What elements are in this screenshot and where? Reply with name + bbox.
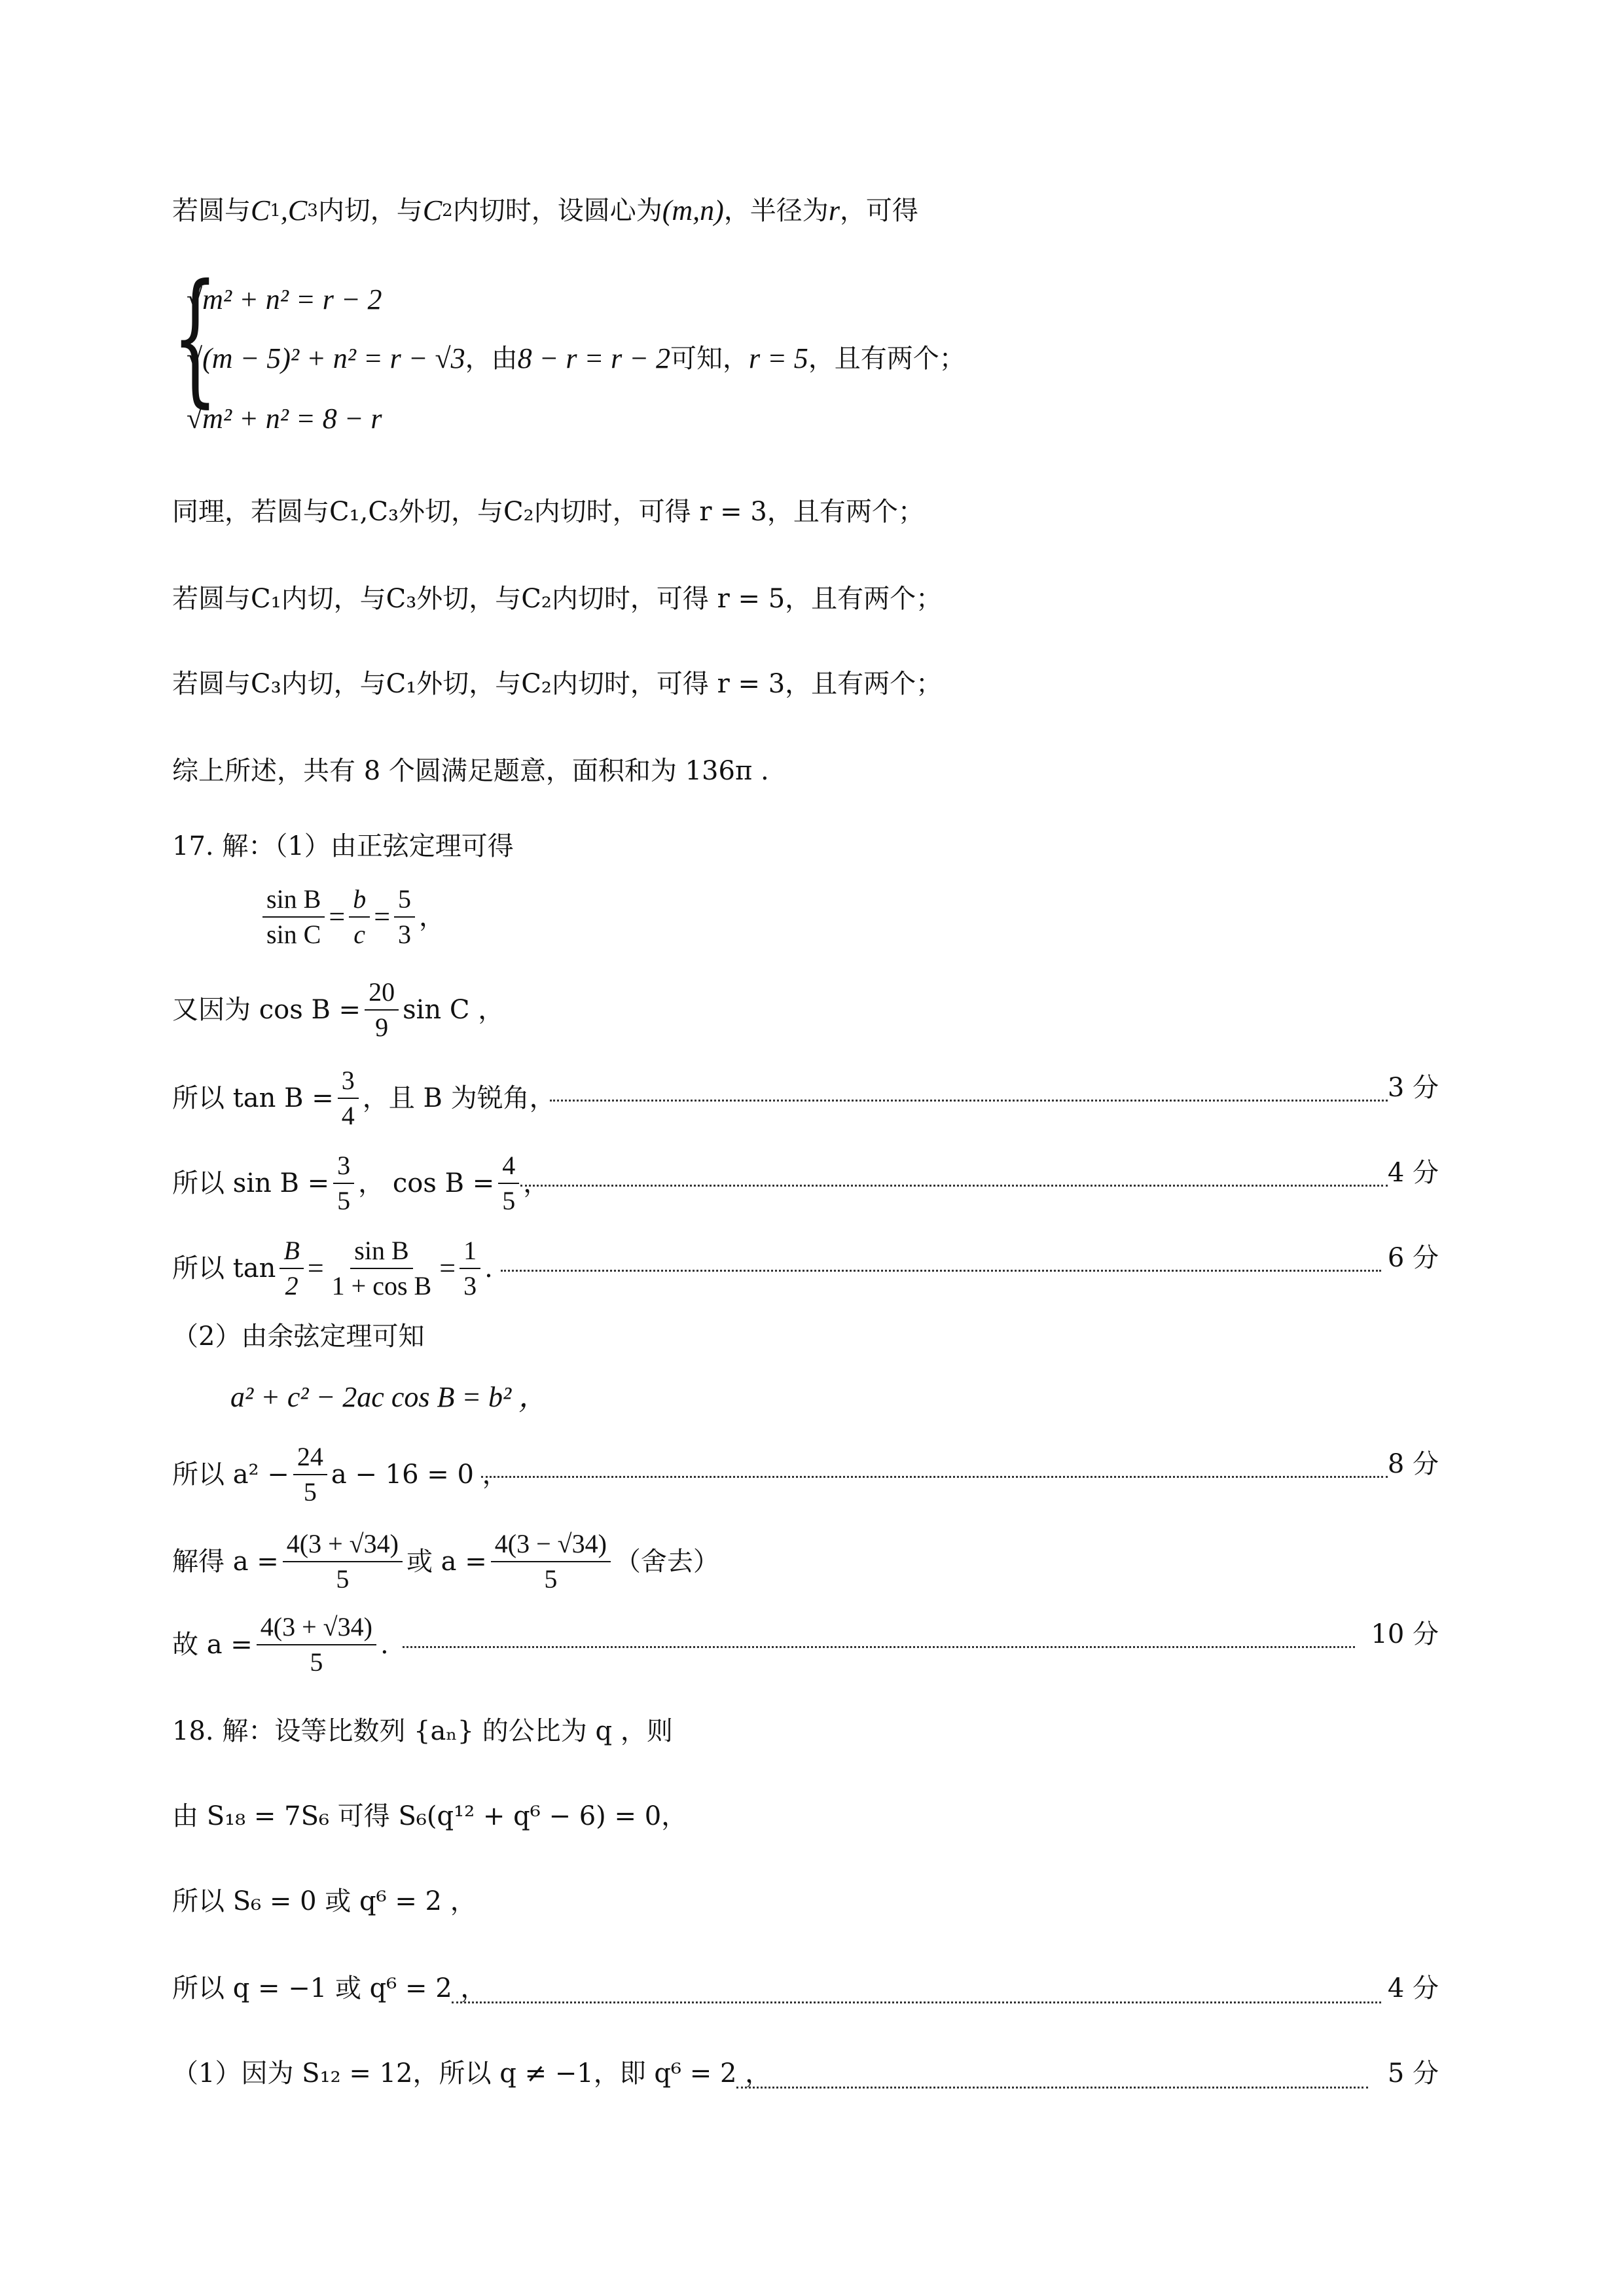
math: r [828, 194, 840, 226]
text: （舍去） [614, 1547, 719, 1577]
num: 24 [293, 1440, 327, 1475]
num: sin B [350, 1234, 412, 1269]
fraction [328, 1234, 436, 1303]
q17-part2: （2）由余弦定理可知 [172, 1321, 425, 1352]
cosine-law: a² + c² − 2ac cos B = b² ， [230, 1381, 548, 1413]
q17-line10 [172, 1610, 389, 1679]
num: 20 [365, 975, 399, 1011]
num: 5 [394, 882, 415, 918]
score: 3 分 [1387, 1073, 1439, 1103]
q18-heading: 18. 解：设等比数列 {aₙ} 的公比为 q ，则 [172, 1716, 673, 1746]
text: 所以 tan B = [172, 1083, 334, 1113]
num: 1 [460, 1234, 480, 1269]
text: 或 a = [406, 1547, 487, 1577]
num: 4(3 − √34) [491, 1527, 611, 1562]
eq: = [439, 1252, 456, 1284]
math: C [422, 194, 442, 226]
text: ， [523, 1168, 550, 1198]
num: 3 [338, 1064, 359, 1099]
system-eq-1: √m² + n² = r − 2 [187, 283, 382, 315]
sub: 3 [307, 201, 318, 221]
score: 8 分 [1387, 1449, 1439, 1479]
dot-leader [736, 2087, 1368, 2089]
left-brace: { [172, 253, 218, 421]
den: 5 [337, 1186, 351, 1215]
den: 5 [544, 1564, 558, 1594]
dot-leader [452, 2001, 1381, 2003]
text: 所以 tan [172, 1253, 276, 1283]
p1-line [172, 191, 918, 230]
num: sin B [262, 882, 325, 918]
dot-leader [403, 1646, 1355, 1648]
text: . [484, 1253, 493, 1283]
system-eq-3: √m² + n² = 8 − r [187, 403, 382, 435]
fraction [394, 882, 415, 952]
den: 5 [303, 1477, 317, 1507]
eq: = [374, 901, 391, 933]
fraction [460, 1234, 480, 1303]
num: 4(3 + √34) [283, 1527, 403, 1562]
fraction [280, 1234, 303, 1303]
text: 内切，与 [317, 196, 423, 226]
dot-leader [520, 1185, 1388, 1187]
sub: 2 [442, 201, 453, 221]
eq: = [329, 901, 346, 933]
q17-line8 [172, 1440, 509, 1509]
sub: 1 [270, 201, 281, 221]
text: ， cos B = [358, 1168, 495, 1198]
q18-line5: （1）因为 S₁₂ = 12，所以 q ≠ −1，即 q⁶ = 2 ， [172, 2058, 772, 2089]
fraction [283, 1527, 403, 1596]
paragraph: 若圆与C₃内切，与C₁外切，与C₂内切时，可得 r = 3，且有两个； [172, 669, 943, 699]
text: sin C ， [403, 995, 505, 1025]
math: C [251, 194, 270, 226]
q17-heading: 17. 解：（1）由正弦定理可得 [172, 831, 514, 861]
num: 4(3 + √34) [257, 1610, 376, 1645]
paragraph: 同理，若圆与C₁,C₃外切，与C₂内切时，可得 r = 3，且有两个； [172, 497, 924, 527]
score: 4 分 [1387, 1158, 1439, 1188]
q18-line3: 所以 S₆ = 0 或 q⁶ = 2 ， [172, 1886, 477, 1916]
fraction [498, 1149, 519, 1218]
fraction [338, 1064, 359, 1133]
fraction [349, 882, 370, 952]
den: 3 [463, 1271, 477, 1300]
text: ，半径为 [723, 196, 829, 226]
q17-line2 [172, 975, 504, 1045]
system-eq-2-row [187, 339, 965, 378]
q17-line4 [172, 1149, 549, 1218]
score: 4 分 [1387, 1973, 1439, 2003]
den: 5 [310, 1647, 323, 1677]
text: ，由 [465, 344, 518, 374]
num: 4 [498, 1149, 519, 1184]
text: 又因为 cos B = [172, 995, 361, 1025]
num: 3 [333, 1149, 354, 1184]
system-eq-2: √(m − 5)² + n² = r − √3 [187, 342, 465, 374]
math: r = 5 [748, 342, 808, 374]
num: B [280, 1234, 303, 1269]
num: b [349, 882, 370, 918]
math: 8 − r = r − 2 [517, 342, 670, 374]
text: ，且 B 为锐角， [362, 1083, 556, 1113]
den: sin C [266, 920, 321, 949]
paragraph: 若圆与C₁内切，与C₃外切，与C₂内切时，可得 r = 5，且有两个； [172, 584, 943, 614]
math: (m,n) [662, 194, 724, 226]
text: 内切时，设圆心为 [452, 196, 662, 226]
score: 6 分 [1387, 1243, 1439, 1273]
q17-line5 [172, 1234, 493, 1303]
den: 5 [336, 1564, 350, 1594]
fraction [257, 1610, 376, 1679]
fraction [491, 1527, 611, 1596]
text: 可知， [670, 344, 749, 374]
dot-leader [481, 1476, 1388, 1478]
text: ，可得 [839, 196, 918, 226]
fraction [333, 1149, 354, 1218]
fraction [262, 882, 325, 952]
eq: = [307, 1252, 324, 1284]
score: 5 分 [1387, 2058, 1439, 2089]
text: 所以 a² − [172, 1460, 289, 1490]
text: 所以 sin B = [172, 1168, 330, 1198]
den: 4 [341, 1101, 355, 1130]
text: ，且有两个； [808, 344, 965, 374]
q17-line3 [172, 1064, 556, 1133]
q18-line2: 由 S₁₈ = 7S₆ 可得 S₆(q¹² + q⁶ − 6) = 0， [172, 1801, 688, 1831]
den: c [353, 920, 366, 949]
text: 故 a = [172, 1630, 253, 1660]
paragraph: 综上所述，共有 8 个圆满足题意，面积和为 136π . [172, 756, 769, 786]
text: . [380, 1630, 389, 1660]
den: 1 + cos B [331, 1271, 432, 1300]
q18-line4: 所以 q = −1 或 q⁶ = 2 ， [172, 1973, 487, 2003]
dot-leader [550, 1100, 1388, 1102]
den: 3 [398, 920, 412, 949]
text: a − 16 = 0 ， [331, 1460, 509, 1490]
q17-line9 [172, 1527, 719, 1596]
fraction [293, 1440, 327, 1509]
den: 2 [285, 1271, 298, 1300]
dot-leader [501, 1270, 1381, 1272]
q17-ratio [259, 882, 445, 952]
text: ， [419, 902, 446, 932]
score: 10 分 [1371, 1619, 1439, 1649]
den: 5 [502, 1186, 516, 1215]
text: 若圆与 [172, 196, 251, 226]
den: 9 [375, 1013, 389, 1042]
fraction [365, 975, 399, 1045]
math: ,C [280, 194, 308, 226]
text: 解得 a = [172, 1547, 279, 1577]
